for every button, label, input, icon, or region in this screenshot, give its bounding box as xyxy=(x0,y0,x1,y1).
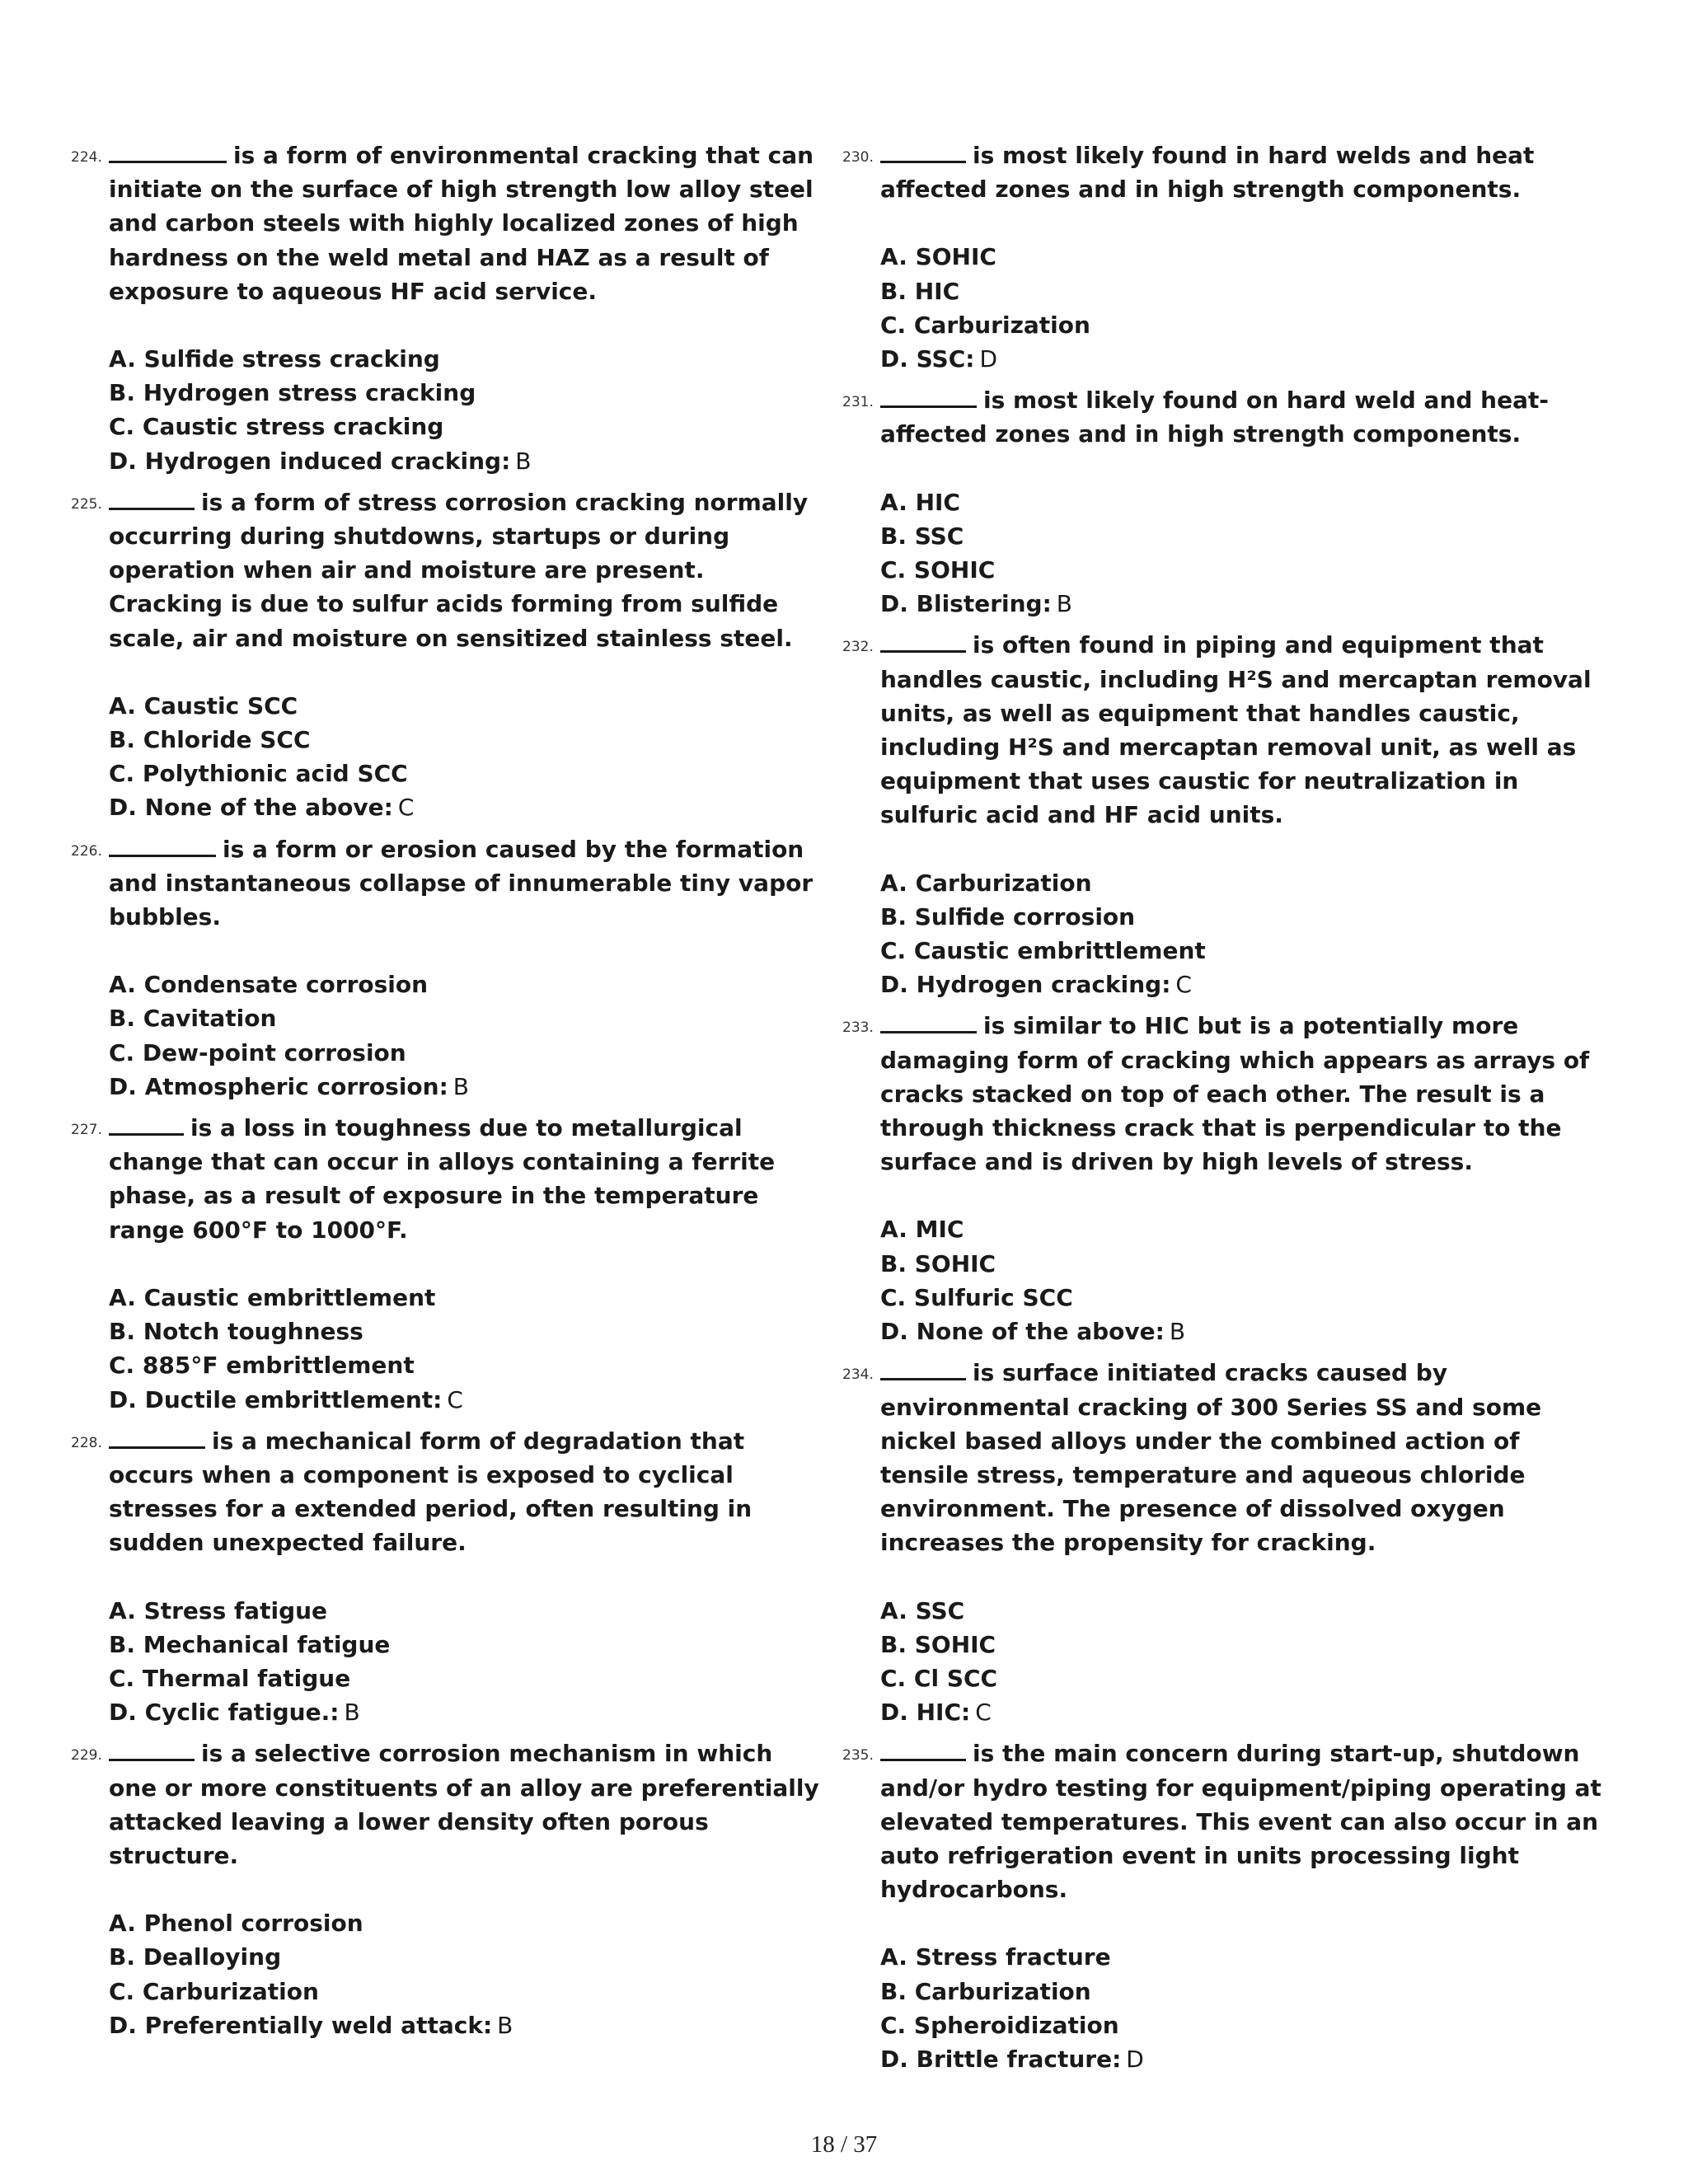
option-text: A. HIC xyxy=(880,488,960,516)
option-text: D. Cyclic fatigue.: xyxy=(109,1699,340,1727)
option-text: A. Caustic embrittlement xyxy=(109,1283,436,1311)
option-item xyxy=(880,934,1611,968)
option-item xyxy=(109,1315,821,1348)
answer-blank xyxy=(880,1737,966,1761)
option-text: A. Condensate corrosion xyxy=(109,971,429,999)
option-item xyxy=(880,1661,1611,1695)
question-text: is a form of stress corrosion cracking normally occurring during shutdowns, startups or during operation when air and moisture are present. Cracking is due to sulfur acids forming from sulfide scale, air and moisture on sensitized stainless steel. xyxy=(109,488,809,652)
option-item xyxy=(109,1975,821,2008)
question-block xyxy=(71,1424,821,1730)
question-number: 233. xyxy=(842,1019,874,1037)
question-number: 226. xyxy=(71,842,102,860)
option-item xyxy=(880,1281,1611,1315)
option-text: A. Stress fatigue xyxy=(109,1596,328,1624)
options-list xyxy=(109,1281,821,1417)
option-text: B. Sulfide corrosion xyxy=(880,902,1136,930)
option-item xyxy=(109,376,821,410)
question-stem xyxy=(109,138,821,308)
option-item xyxy=(880,1940,1611,1974)
question-block xyxy=(842,1356,1611,1729)
option-item xyxy=(880,1247,1611,1281)
option-text: D. HIC: xyxy=(880,1699,971,1727)
question-number: 227. xyxy=(71,1122,102,1139)
question-stem xyxy=(880,628,1611,832)
question-block xyxy=(71,138,821,478)
option-item xyxy=(109,968,821,1001)
question-number: 232. xyxy=(842,639,874,656)
question-block xyxy=(71,485,821,825)
option-text: D. SSC: xyxy=(880,345,975,373)
answer-key: D xyxy=(1126,2045,1144,2073)
options-list xyxy=(109,968,821,1104)
option-item xyxy=(880,2008,1611,2042)
option-text: A. SOHIC xyxy=(880,243,996,271)
answer-blank xyxy=(109,1737,195,1761)
option-text: A. Caustic SCC xyxy=(109,691,298,719)
answer-blank xyxy=(880,629,966,653)
answer-key: B xyxy=(344,1699,360,1727)
question-text: is similar to HIC but is a potentially more damaging form of cracking which appears as arrays of cracks stacked on top of each other. The result is a through thickness crack that is perpendicular to the surface and is driven by high levels of stress. xyxy=(880,1012,1590,1176)
option-text: C. Caustic stress cracking xyxy=(109,413,444,441)
option-text: D. Hydrogen cracking: xyxy=(880,971,1171,999)
option-item xyxy=(109,1036,821,1070)
option-item xyxy=(880,1594,1611,1628)
option-text: C. Caustic embrittlement xyxy=(880,937,1206,965)
question-number: 235. xyxy=(842,1747,874,1765)
option-text: C. Cl SCC xyxy=(880,1664,998,1692)
option-item xyxy=(880,1315,1611,1348)
option-text: D. Hydrogen induced cracking: xyxy=(109,447,511,475)
option-item xyxy=(109,444,821,478)
option-item xyxy=(109,1661,821,1695)
options-list xyxy=(880,1594,1611,1730)
answer-key: B xyxy=(497,2011,513,2039)
question-block xyxy=(71,1736,821,2042)
option-item xyxy=(109,723,821,757)
question-block xyxy=(842,628,1611,1001)
answer-blank xyxy=(109,139,227,163)
answer-key: B xyxy=(1169,1318,1186,1346)
option-item xyxy=(880,342,1611,376)
question-stem xyxy=(880,138,1611,206)
question-stem xyxy=(880,1736,1611,1906)
question-text: is a loss in toughness due to metallurgical change that can occur in alloys containing a ferrite phase, as a result of exposure in the temperature range 600°F to 1000°F. xyxy=(109,1114,776,1244)
option-item xyxy=(880,553,1611,587)
option-text: C. 885°F embrittlement xyxy=(109,1352,415,1380)
option-text: B. Hydrogen stress cracking xyxy=(109,379,476,407)
option-item xyxy=(880,308,1611,342)
option-text: C. Sulfuric SCC xyxy=(880,1283,1073,1311)
option-item xyxy=(880,274,1611,308)
option-item xyxy=(880,240,1611,274)
question-stem xyxy=(109,1424,821,1560)
option-item xyxy=(109,1001,821,1035)
question-text: is a form of environmental cracking that can initiate on the surface of high strength low alloy steel and carbon steels with highly localized zones of high hardness on the weld metal and HAZ as a result of exposure to aqueous HF acid service. xyxy=(109,142,814,305)
question-text: is often found in piping and equipment that handles caustic, including H²S and mercaptan removal units, as well as equipment that handles caustic, including H²S and mercaptan removal unit, as well as equipment that uses caustic for neutralization in sulfuric acid and HF acid units. xyxy=(880,631,1592,829)
option-text: A. Stress fracture xyxy=(880,1943,1111,1971)
option-text: B. Chloride SCC xyxy=(109,726,311,754)
option-item xyxy=(109,2008,821,2042)
option-item xyxy=(109,689,821,723)
question-stem xyxy=(109,1111,821,1247)
option-item xyxy=(880,1975,1611,2008)
option-item xyxy=(109,1070,821,1104)
question-number: 225. xyxy=(71,495,102,513)
option-text: C. Carburization xyxy=(109,1977,319,2005)
answer-blank xyxy=(880,1357,966,1380)
question-text: is a form or erosion caused by the formation and instantaneous collapse of innumerable tiny vapor bubbles. xyxy=(109,835,814,931)
question-text: is surface initiated cracks caused by environmental cracking of 300 Series SS and some nickel based alloys under the combined action of tensile stress, temperature and aqueous chloride environment. The presence of dissolved oxygen increases the propensity for cracking. xyxy=(880,1359,1542,1557)
right-column xyxy=(842,138,1611,2083)
option-item xyxy=(880,1212,1611,1246)
question-stem xyxy=(880,1009,1611,1179)
options-list xyxy=(109,1594,821,1730)
option-text: B. Cavitation xyxy=(109,1005,277,1033)
question-block xyxy=(842,138,1611,376)
answer-blank xyxy=(880,384,977,408)
question-stem xyxy=(109,832,821,935)
option-text: C. Carburization xyxy=(880,311,1090,339)
answer-key: B xyxy=(452,1072,470,1100)
question-number: 229. xyxy=(71,1747,102,1765)
option-text: D. Atmospheric corrosion: xyxy=(109,1072,448,1100)
option-text: B. Carburization xyxy=(880,1977,1091,2005)
answer-blank xyxy=(109,486,195,510)
question-text: is most likely found on hard weld and heat-affected zones and in high strength components. xyxy=(880,387,1549,448)
option-text: D. Brittle fracture: xyxy=(880,2045,1122,2073)
options-list xyxy=(880,1212,1611,1348)
question-text: is a selective corrosion mechanism in which one or more constituents of an alloy are preferentially attacked leaving a lower density often porous structure. xyxy=(109,1740,819,1869)
answer-key: B xyxy=(1056,590,1073,618)
option-item xyxy=(880,2042,1611,2076)
page-number: 18 / 37 xyxy=(810,2131,878,2158)
answer-key: C xyxy=(397,794,415,822)
option-item xyxy=(880,1695,1611,1729)
option-item xyxy=(109,1906,821,1940)
option-text: D. None of the above: xyxy=(109,794,393,822)
question-stem xyxy=(109,1736,821,1872)
answer-key: C xyxy=(1175,971,1192,999)
option-item xyxy=(109,1628,821,1661)
answer-blank xyxy=(880,139,966,163)
option-text: D. Preferentially weld attack: xyxy=(109,2011,493,2039)
question-block xyxy=(71,832,821,1104)
answer-blank xyxy=(109,1112,184,1136)
answer-key: C xyxy=(447,1385,463,1413)
answer-key: D xyxy=(979,345,998,373)
option-text: A. Carburization xyxy=(880,869,1092,897)
answer-blank xyxy=(109,833,216,857)
options-list xyxy=(109,689,821,825)
option-text: C. SOHIC xyxy=(880,556,996,584)
option-item xyxy=(109,1383,821,1417)
option-item xyxy=(109,342,821,376)
option-text: A. SSC xyxy=(880,1596,965,1624)
option-text: A. Phenol corrosion xyxy=(109,1910,363,1938)
option-text: C. Polythionic acid SCC xyxy=(109,760,408,788)
question-text: is the main concern during start-up, shutdown and/or hydro testing for equipment/piping operating at elevated temperatures. This event can also occur in an auto refrigeration event in units processing light hydrocarbons. xyxy=(880,1740,1601,1904)
question-block xyxy=(842,383,1611,621)
question-stem xyxy=(880,383,1611,451)
option-text: A. MIC xyxy=(880,1216,964,1244)
option-text: C. Thermal fatigue xyxy=(109,1664,351,1692)
question-number: 234. xyxy=(842,1366,874,1384)
answer-blank xyxy=(880,1010,977,1033)
option-item xyxy=(109,1281,821,1315)
question-number: 228. xyxy=(71,1434,102,1451)
option-text: D. None of the above: xyxy=(880,1318,1165,1346)
options-list xyxy=(109,1906,821,2042)
option-text: D. Blistering: xyxy=(880,590,1052,618)
question-stem xyxy=(880,1356,1611,1559)
question-text: is a mechanical form of degradation that occurs when a component is exposed to cyclical stresses for a extended period, often resulting in sudden unexpected failure. xyxy=(109,1427,753,1557)
option-item xyxy=(880,485,1611,519)
answer-blank xyxy=(109,1425,205,1449)
options-list xyxy=(880,240,1611,376)
option-text: B. Dealloying xyxy=(109,1943,282,1971)
option-item xyxy=(109,1594,821,1628)
option-item xyxy=(880,968,1611,1001)
question-block xyxy=(842,1009,1611,1348)
option-item xyxy=(109,410,821,443)
option-text: B. HIC xyxy=(880,277,960,305)
option-item xyxy=(880,587,1611,621)
option-text: C. Spheroidization xyxy=(880,2011,1119,2039)
option-item xyxy=(109,757,821,790)
question-number: 231. xyxy=(842,394,874,411)
answer-key: C xyxy=(975,1699,992,1727)
options-list xyxy=(109,342,821,478)
options-list xyxy=(880,866,1611,1002)
option-text: A. Sulfide stress cracking xyxy=(109,345,440,373)
question-text: is most likely found in hard welds and heat affected zones and in high strength components. xyxy=(880,142,1535,204)
question-number: 230. xyxy=(842,149,874,166)
question-block xyxy=(842,1736,1611,2076)
left-column xyxy=(71,138,821,2050)
option-text: B. SOHIC xyxy=(880,1249,996,1277)
question-block xyxy=(71,1111,821,1417)
option-item xyxy=(109,790,821,824)
option-text: C. Dew-point corrosion xyxy=(109,1038,406,1066)
options-list xyxy=(880,1940,1611,2076)
question-stem xyxy=(109,485,821,655)
option-item xyxy=(109,1348,821,1382)
option-item xyxy=(109,1940,821,1974)
option-item xyxy=(109,1695,821,1729)
option-item xyxy=(880,900,1611,934)
question-number: 224. xyxy=(71,149,102,166)
option-text: B. SOHIC xyxy=(880,1630,996,1658)
option-text: B. SSC xyxy=(880,522,964,550)
option-item xyxy=(880,519,1611,553)
option-text: B. Mechanical fatigue xyxy=(109,1630,391,1658)
option-text: B. Notch toughness xyxy=(109,1318,363,1346)
option-text: D. Ductile embrittlement: xyxy=(109,1385,443,1413)
option-item xyxy=(880,866,1611,900)
options-list xyxy=(880,485,1611,621)
answer-key: B xyxy=(515,447,532,475)
option-item xyxy=(880,1628,1611,1661)
